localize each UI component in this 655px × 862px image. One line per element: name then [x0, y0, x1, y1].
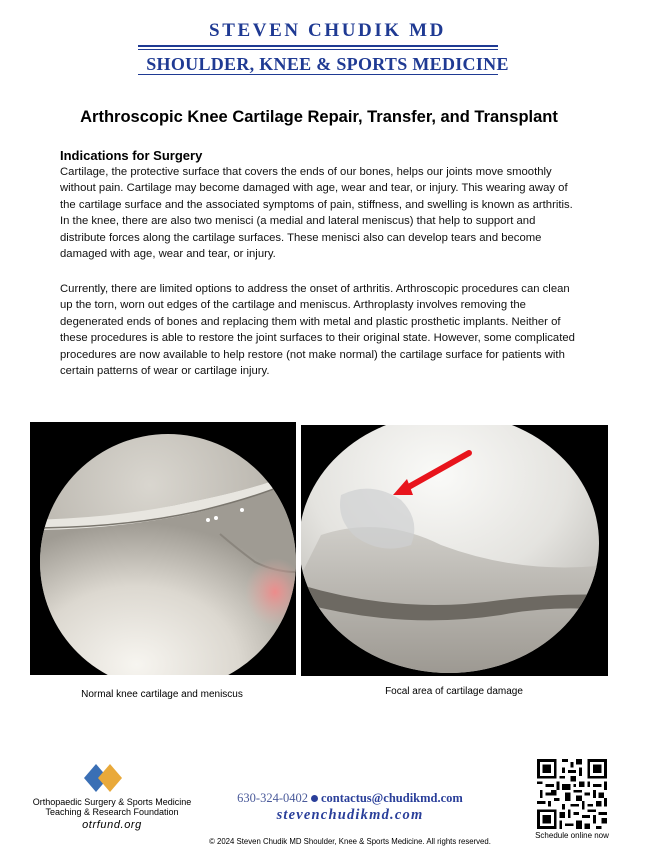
header-rule-bottom: [138, 74, 498, 75]
email-link[interactable]: contactus@chudikmd.com: [320, 791, 463, 805]
arthroscopy-image-damage: [301, 425, 608, 676]
org-name-line-1: Orthopaedic Surgery & Sports Medicine: [32, 797, 192, 807]
header-rule-top-thin: [138, 49, 498, 50]
page-title: Arthroscopic Knee Cartilage Repair, Transfer, and Transplant: [80, 108, 558, 126]
org-url[interactable]: otrfund.org: [82, 819, 142, 831]
otrf-logo: [82, 761, 124, 795]
section-heading: Indications for Surgery: [60, 148, 203, 163]
contact-line: [200, 791, 500, 806]
image-caption-normal: Normal knee cartilage and meniscus: [81, 689, 243, 700]
header-subtitle: SHOULDER, KNEE & SPORTS MEDICINE: [146, 54, 509, 74]
arthroscopy-image-normal: [30, 422, 296, 675]
body-paragraph-2: Currently, there are limited options to address the onset of arthritis. Arthroscopic procedures can clean up the torn, worn out edges of the cartilage and meniscus. Arthroplasty involves removing the degenerated ends of bones and replacing them with metal and plastic prosthetic implants. Neither of these procedures is able to restore the joint surfaces to their original state. However, some complicated procedures are now available to help restore (not make normal) the cartilage surface for patients with certain patterns of wear or cartilage injury.: [60, 283, 575, 378]
bullet-icon: [311, 795, 318, 802]
copyright: © 2024 Steven Chudik MD Shoulder, Knee & Sports Medicine. All rights reserved.: [209, 837, 491, 846]
header-name: STEVEN CHUDIK MD: [209, 20, 446, 41]
qr-code-icon[interactable]: [537, 759, 607, 829]
image-caption-damage: Focal area of cartilage damage: [385, 686, 523, 697]
qr-caption: Schedule online now: [535, 831, 609, 840]
header-rule-top: [138, 45, 498, 47]
website-link[interactable]: stevenchudikmd.com: [276, 807, 424, 823]
org-name-line-2: Teaching & Research Foundation: [45, 807, 179, 817]
body-paragraph-1: Cartilage, the protective surface that covers the ends of our bones, helps our joints move smoothly without pain. Cartilage may become damaged with age, wear and tear, or injury. This wearing away of the cartilage surface and the associated symptoms of pain, stiffness, and swelling is known as arthritis. In the knee, there are also two menisci (a medial and lateral meniscus) that help to support and distribute forces along the cartilage surfaces. These menisci also can develop tears and become damaged with age, wear and tear, or injury.: [60, 166, 573, 261]
phone-number[interactable]: 630-324-0402: [237, 791, 308, 805]
